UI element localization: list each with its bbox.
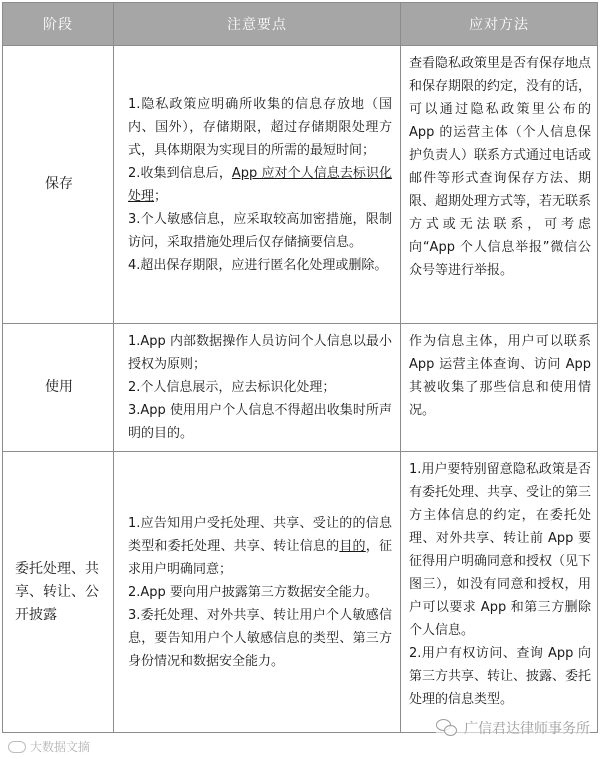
stage-cell: 使用 bbox=[3, 324, 114, 452]
wechat-icon bbox=[436, 719, 458, 737]
notes-cell bbox=[114, 46, 401, 324]
note-item: 2.个人信息展示，应去标识化处理； bbox=[128, 380, 336, 395]
watermark-right bbox=[436, 718, 590, 738]
speech-bubble-logo-icon bbox=[8, 741, 26, 753]
table-header-row bbox=[3, 3, 598, 46]
method-cell: 查看隐私政策里是否有保存地点和保存期限的约定，没有的话，可以通过隐私政策里公布的 App 的运营主体（个人信息保护负责人）联系方式通过电话或邮件等形式查询保存方法、期限、超期处理方式等，若无联系方式或无法联系，可考虑向“App 个人信息举报”微信公众号等进行举报。 bbox=[401, 46, 598, 324]
method-cell: 作为信息主体，用户可以联系 App 运营主体查询、访问 App 其被收集了那些信息和使用情况。 bbox=[401, 324, 598, 452]
watermark-left bbox=[8, 738, 90, 755]
note-item: 3.个人敏感信息，应采取较高加密措施，限制访问，采取措施处理后仅存储摘要信息。 bbox=[128, 211, 392, 250]
watermark-right-text: 广信君达律师事务所 bbox=[464, 721, 590, 737]
table-row bbox=[3, 324, 598, 452]
method-item: 1.用户要特别留意隐私政策是否有委托处理、共享、受让的第三方主体信息的约定，在委托处理、对外共享、转让前 App 要征得用户明确同意和授权（见下图三），如没有同意和授权，用户可以要求 App 和第三方删除个人信息。 bbox=[409, 462, 592, 638]
method-item: 2.用户有权访问、查询 App 向第三方共享、转让、披露、委托处理的信息类型。 bbox=[409, 646, 592, 707]
note-item: 3.App 使用用户个人信息不得超出收集时所声明的目的。 bbox=[128, 403, 392, 441]
note-item: 3.委托处理、对外共享、转让用户个人敏感信息，要告知用户个人敏感信息的类型、第三方身份情况和数据安全能力。 bbox=[128, 607, 392, 669]
note-item: 1.App 内部数据操作人员访问个人信息以最小授权为原则； bbox=[128, 334, 392, 372]
stage-cell: 委托处理、共享、转让、公开披露 bbox=[3, 452, 114, 733]
watermark-left-text: 大数据文摘 bbox=[30, 740, 91, 754]
underlined-text: App 应对个人信息去标识化处理 bbox=[128, 165, 393, 204]
method-cell bbox=[401, 452, 598, 733]
note-item: 2.收集到信息后，App 应对个人信息去标识化处理； bbox=[128, 165, 393, 204]
data-protection-table bbox=[2, 2, 598, 733]
stage-cell: 保存 bbox=[3, 46, 114, 324]
header-notes: 注意要点 bbox=[114, 3, 401, 46]
table-row bbox=[3, 452, 598, 733]
note-item: 1.应告知用户受托处理、共享、受让的的信息类型和委托处理、共享、转让信息的目的，征求用户明确同意； bbox=[128, 515, 392, 577]
note-item: 2.App 要向用户披露第三方数据安全能力。 bbox=[128, 584, 378, 600]
header-stage: 阶段 bbox=[3, 3, 114, 46]
document-table-container bbox=[2, 2, 597, 728]
note-item: 1.隐私政策应明确所收集的信息存放地（国内、国外），存储期限，超过存储期限处理方式，具体期限为实现目的所需的最短时间； bbox=[128, 96, 392, 158]
underlined-text: 目的 bbox=[339, 538, 366, 554]
notes-cell bbox=[114, 452, 401, 733]
table-row bbox=[3, 46, 598, 324]
note-item: 4.超出保存期限，应进行匿名化处理或删除。 bbox=[128, 257, 388, 273]
header-method: 应对方法 bbox=[401, 3, 598, 46]
notes-cell bbox=[114, 324, 401, 452]
